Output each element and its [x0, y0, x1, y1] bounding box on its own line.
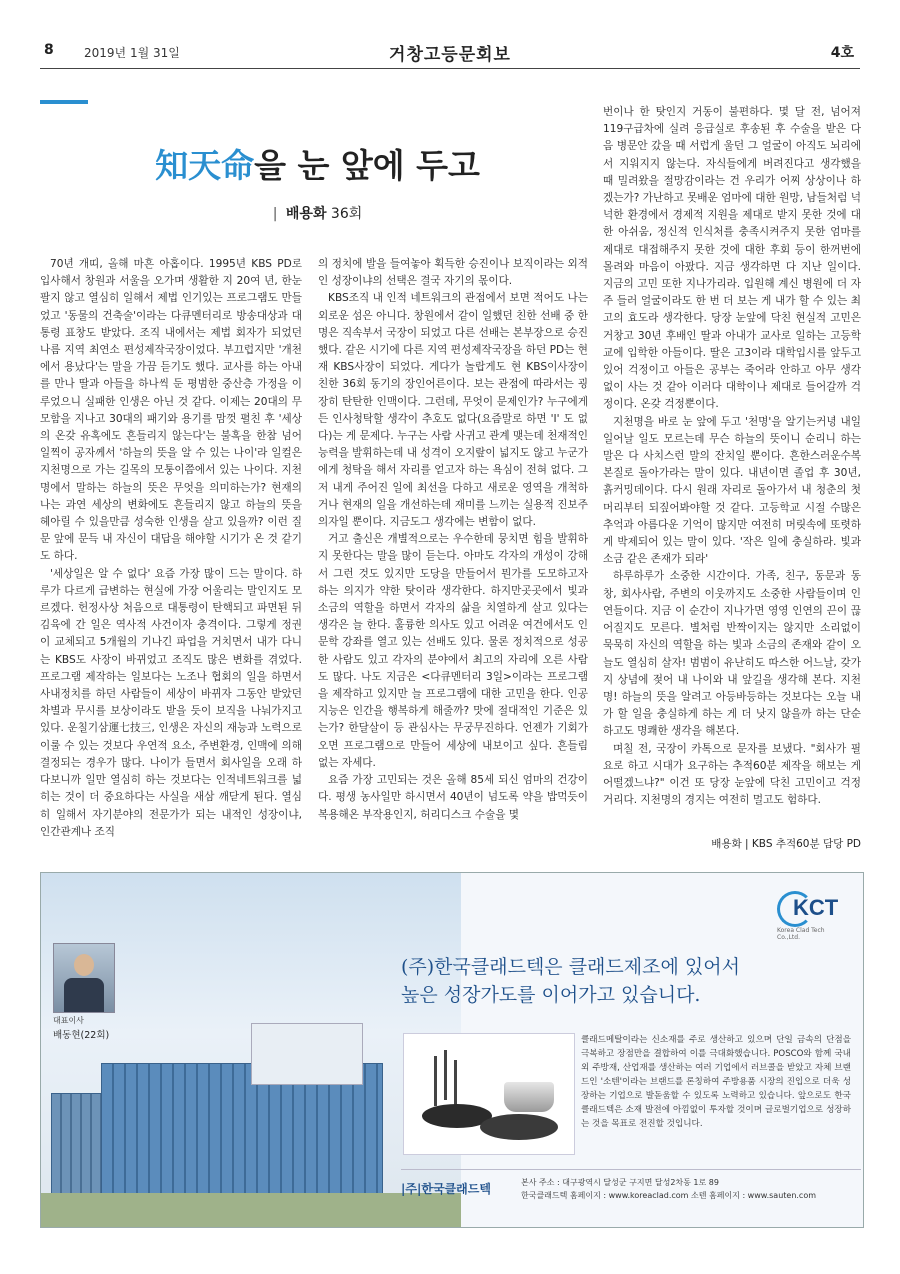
page-header	[40, 38, 860, 66]
company-address	[521, 1176, 816, 1202]
newspaper-name: 거창고등문회보	[389, 45, 511, 65]
paragraph: 거고 출신은 개별적으로는 우수한데 뭉치면 힘을 발휘하지 못한다는 말을 많이 듣는다. 아마도 각자의 개성이 강해서 그런 것도 있지만 도당을 만들어서 뭔가를 도모하고자 하는 의지가 약한 탓이라 생각한다. 하지만곳곳에서 빛과 소금의 역할을 하면서 각자의 삶을 치열하게 살고 있다는 생각은 늘 한다. 훌륭한 의사도 있고 어려운 여건에서도 인문학 강좌를 열고 있는 선배도 있다. 물론 정치적으로 성공한 사람도 있고 각자의 분야에서 최고의 자리에 오른 사람도 많다. 나도 지금은 <다큐멘터리 3일>이라는 프로그램을 제작하고 있지만 늘 프로그램에 대한 고민을 한다. 인공지능은 인간을 행복하게 해줄까? 맛에 절대적인 기준은 있는가? 한달살이 등 관심사는 무궁무진하다. 언젠가 기회가 오면 프로그램으로 만들어 세상에 내보이고 싶다. 흔들림 없는 자세다.	[318, 533, 588, 769]
logo-subtitle: Korea Clad Tech Co.,Ltd.	[777, 927, 825, 941]
article-column-3	[603, 104, 861, 809]
header-divider	[40, 68, 860, 69]
title-highlight: 知天命	[155, 146, 255, 185]
ceo-photo	[53, 943, 115, 1013]
byline	[40, 203, 595, 223]
paragraph: '세상일은 알 수 없다' 요즘 가장 많이 드는 말이다. 하루가 다르게 급변하는 현실에 가장 어울리는 말인지도 모르겠다. 헌정사상 처음으로 대통령이 탄핵되고 파면된 뒤 김육에 간 일은 역사적 사건이자 충격이다. 그렇게 정권이 교체되고 5개월의 기나긴 파업을 거치면서 내가 다니는 KBS도 사장이 바뀌었고 조직도 많은 변화를 겪었다. 프로그램 제작하는 일보다는 노조나 협회의 일을 하면서 사내정치를 하던 사람들이 세상이 바뀌자 그동안 받았던 차별과 무시를 보상이라도 받을 듯이 보직을 나눠가지고 있다. 운칠기삼運七技三, 인생은 자신의 재능과 노력으로 이룰 수 있는 것보다 우연적 요소, 주변환경, 인맥에 의해 결정되는 경우가 많다. 나이가 들면서 회사일을 오래 하다보니까 일만 열심히 하는 것보다는 인적네트워크를 넓히는 것이 더 중요하다는 사실을 새삼 깨닫게 된다. 열심히 일해서 자기분야의 전문가가 되는 내적인 성장이냐, 인간관계나 조직	[40, 567, 302, 838]
article-column-1	[40, 256, 302, 841]
utensil-icon	[434, 1056, 437, 1106]
issue-date: 2019년 1월 31일	[84, 46, 180, 60]
utensil-icon	[444, 1050, 447, 1100]
paragraph: 하루하루가 소중한 시간이다. 가족, 친구, 동문과 동창, 회사사람, 주변의 이웃까지도 소중한 사람들이며 인연들이다. 지금 이 순간이 지나가면 영영 인연의 끈이 끊어질지도 모른다. 별처럼 반짝이지는 않지만 소리없이 묵묵히 자신의 역할을 하는 빛과 소금의 존재와 같이 오늘도 열심히 살자! 범범이 유난히도 따스한 어느날, 갖가지 상념에 젖어 내 나이와 내 앞길을 생각해 본다. 지천명! 하늘의 뜻을 알려고 아등바등하는 것보다는 오늘 내가 할 일을 충실하게 하는 게 더 낫지 않을까 하는 단순하고도 명쾌한 생각을 해본다.	[603, 570, 861, 738]
ceo-role: 대표이사	[53, 1016, 84, 1025]
article-column-2	[318, 256, 588, 824]
person-body	[64, 978, 104, 1012]
kct-logo	[777, 887, 847, 941]
ceo-name: 배동현(22회)	[53, 1030, 110, 1041]
ad-description: 클래드메탈이라는 신소재를 주로 생산하고 있으며 단일 금속의 단점을 극복하고 장점만을 결합하여 이를 극대화했습니다. POSCO와 함께 국내외 주방재, 산업재를 생산하는 여러 기업에서 러브콜을 받았고 자체 브랜드인 '소텐'이라는 브랜드를 론칭하여 주방용품 시장의 진입으로 더욱 성장하는 기업으로 발돋움할 수 있도록 노력하고 있습니다. 앞으로도 한국클래드텍은 소재 발전에 아낌없이 투자할 것이며 글로벌기업으로 성장하는 것을 목표로 전진할 것입니다.	[581, 1035, 851, 1129]
advertisement	[40, 872, 864, 1228]
ad-headline-line-1: (주)한국클래드텍은 클래드제조에 있어서	[401, 956, 740, 978]
issue-number: 4호	[830, 45, 854, 61]
paragraph: KBS조직 내 인적 네트워크의 관점에서 보면 적어도 나는 외로운 섬은 아니다. 창원에서 같이 일했던 친한 선배 중 한 명은 직속부서 국장이 되었고 다른 선배는 본부장으로 승진했다. 같은 시기에 다른 지역 편성제작국장을 하던 PD는 현재 KBS사장이 되었다. 게다가 놀랍게도 현 KBS이사장이 친한 36회 동기의 장인어른이다. 보는 관점에 따라서는 굉장히 탄탄한 인맥이다. 그런데, 무엇이 문제인가? 누구에게든 인사청탁할 생각이 추호도 없다(요즘말로 하면 'I' 도 없다)는 게 문제다. 누구는 사람 사귀고 관계 맺는데 천재적인 능력을 발휘하는데 내 성격이 오지랖이 넓지도 않고 누군가에게 청탁을 해서 자리를 얻고자 하는 욕심이 전혀 없다. 그저 내게 주어진 일에 최선을 다하고 새로운 영역을 개척하거나 현재의 일을 개선하는데 재미를 느끼는 실용적 진보주의자일 뿐이다. 지금도그 생각에는 변함이 없다.	[318, 292, 588, 529]
company-name: |주|한국클래드텍	[401, 1182, 491, 1196]
author-class: 36회	[330, 206, 363, 222]
byline-divider: |	[272, 206, 278, 222]
page-number: 8	[44, 42, 54, 58]
title-rest: 을 눈 앞에 두고	[254, 146, 480, 185]
pot-icon	[504, 1082, 554, 1112]
paragraph: 번이나 한 탓인지 거동이 불편하다. 몇 달 전, 넘어져 119구급차에 실려 응급실로 후송된 후 수술을 받은 다음 병문안 갔을 때 서럽게 울던 그 얼굴이 아직도 뇌리에서 지워지지 않는다. 자식들에게 버려진다고 생각했을 때 밀려왔을 절망감이라는 건 우리가 어찌 상상이나 하겠는가? 가난하고 못배운 엄마에 대한 원망, 남들처럼 넉넉한 환경에서 경제적 지원을 제대로 받지 못한 것에 대한 아쉬움, 정신적 인식처를 충족시켜주지 못한 엄마를 제대로 대접해주지 못한 것에 대한 후회 등이 한꺼번에 몰려와 마음이 아팠다. 지금 생각하면 다 지난 일이다. 지금의 고민 또한 지나가리라. 입원해 계신 병원에 더 자주 들러 얼굴이라도 한 번 더 보는 게 내가 할 수 있는 최고의 효도라 생각한다. 당장 눈앞에 닥친 현실적 고민은 거창고 30년 후배인 딸과 아내가 교사로 일하는 고등학교에 입학한 아들이다. 딸은 고3이라 대학입시를 앞두고 있어 걱정이고 아들은 공부는 죽어라 안하고 아무 생각없이 사는 것 같아 이러다 대학이나 제대로 들어갈까 걱정이다. 온갖 걱정뿐이다.	[603, 106, 861, 411]
logo-text: KCT	[793, 895, 839, 920]
factory-building-icon	[251, 1023, 363, 1085]
website-line: 한국클래드텍 홈페이지 : www.koreaclad.com 소텐 홈페이지 : www.sauten.com	[521, 1191, 817, 1200]
paragraph: 70년 개띠, 올해 마흔 아홉이다. 1995년 KBS PD로 입사해서 창원과 서울을 오가며 생활한 지 20여 년, 한눈 팔지 않고 열심히 일해서 제법 인기있는 프로그램도 만들었고 '동물의 건축술'이라는 다큐멘터리로 방송대상과 대통령 표창도 받았다. 조직 내에서는 제법 회자가 되었던 나름 지역 최연소 편성제작국장이었다. 부끄럽지만 '개천에서 용났다'는 말을 가끔 듣기도 했다. 교사를 하는 아내를 만나 딸과 아들을 하나씩 둔 평범한 중산층 가정을 이루었으니 실패한 인생은 아닌 것 같다. 이제는 20대의 무모함을 지나고 30대의 패기와 용기를 맘껏 펼친 후 '세상의 온갖 유혹에도 흔들리지 않는다'는 불혹을 한참 넘어 일찍이 공자께서 '하늘의 뜻을 알 수 있는 나이'라 일컬은 지천명으로 가는 길목의 모퉁이쯤에서 있는 나이다. 지천명에서 말하는 하늘의 뜻은 무엇을 의미하는가? 현재의 나는 과연 세상의 변화에도 흔들리지 않고 하늘의 뜻을 헤아릴 수 있을만큼 성숙한 인생을 살고 있을까? 이런 질문 앞에 문득 내 자신이 대답을 해야할 시기가 온 것 같기도 하다.	[40, 258, 302, 563]
paragraph: 지천명을 바로 눈 앞에 두고 '천명'을 알기는커녕 내일 일어날 일도 모르는데 무슨 하늘의 뜻이니 순리니 하는 말은 다 사치스런 말의 잔치일 뿐이다. 흔한스러운수복 본질로 돌아가라는 말이 있다. 내년이면 졸업 후 30년, 흙커밍데이다. 다시 원래 자리로 돌아가서 내 청춘의 첫머리부터 되짚어봐야할 것 같다. 고등학교 시절 수많은 추억과 아름다운 기억이 많지만 여전히 머릿속에 또렷하게 박제되어 있는 말이 있다. '작은 일에 충실하라. 빛과 소금 같은 존재가 되라'	[603, 415, 861, 566]
author-signature: 배용화 | KBS 추적60분 담당 PD	[711, 838, 861, 850]
ad-headline	[401, 953, 861, 1009]
paragraph: 요즘 가장 고민되는 것은 올해 85세 되신 엄마의 건강이다. 평생 농사일만 하시면서 40년이 넘도록 약을 밥먹듯이 복용해온 부작용인지, 허리디스크 수술을 몇	[318, 774, 588, 821]
accent-bar	[40, 100, 88, 104]
ground	[41, 1193, 461, 1227]
paragraph: 의 정치에 발을 들여놓아 획득한 승진이나 보직이라는 외적인 성장이냐의 선택은 결국 자기의 몫이다.	[318, 258, 588, 288]
cookware-product-image	[403, 1033, 575, 1155]
address-line: 본사 주소 : 대구광역시 달성군 구지면 달성2차동 1로 89	[521, 1178, 719, 1187]
frying-pan-icon	[480, 1114, 558, 1140]
utensil-icon	[454, 1060, 457, 1110]
ad-headline-line-2: 높은 성장가도를 이어가고 있습니다.	[401, 984, 701, 1006]
person-icon	[74, 954, 94, 976]
author-name: 배용화	[285, 206, 327, 222]
ad-footer	[401, 1169, 861, 1210]
article-title	[40, 140, 595, 187]
paragraph: 며칠 전, 국장이 카톡으로 문자를 보냈다. "회사가 필요로 하고 시대가 요구하는 추적60분 제작을 해보는 게 어떨겠느냐?" 이건 또 당장 눈앞에 닥친 고민이고 걱정거리다. 지천명의 경지는 여전히 멀고도 험하다.	[603, 742, 861, 807]
